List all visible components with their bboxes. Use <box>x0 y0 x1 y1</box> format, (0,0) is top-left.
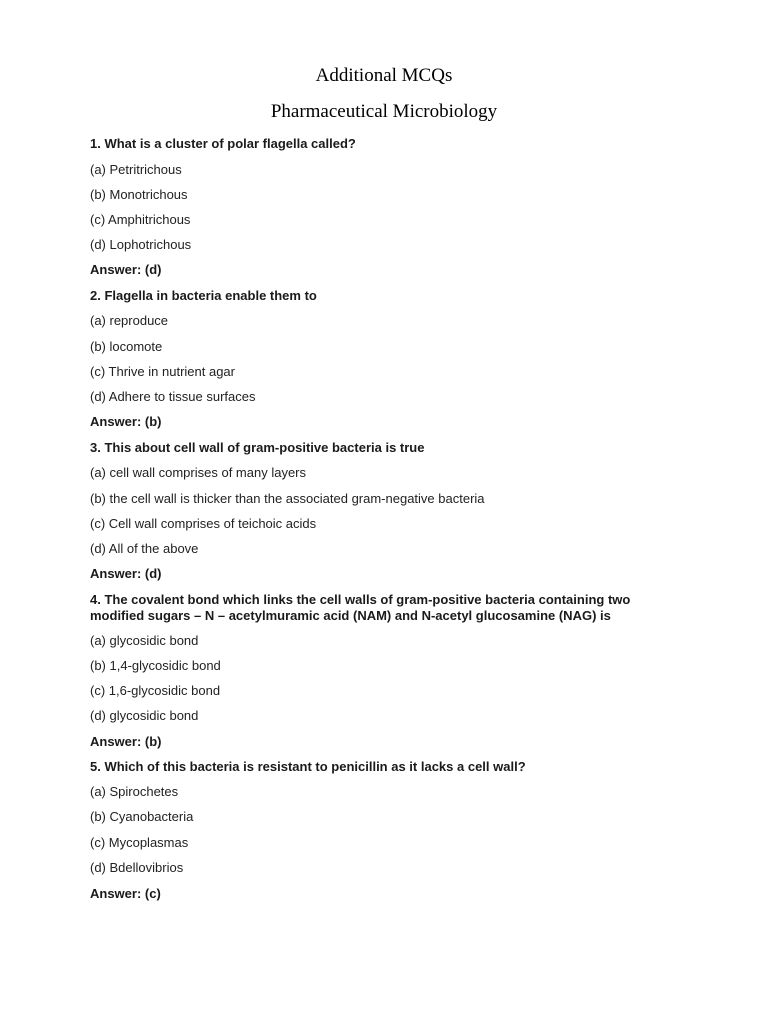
q4-option-c: (c) 1,6-glycosidic bond <box>90 683 221 698</box>
q4-option-b: (b) 1,4-glycosidic bond <box>90 658 221 673</box>
q4-answer: Answer: (b) <box>90 734 162 749</box>
q1-option-d: (d) Lophotrichous <box>90 237 192 252</box>
q2-option-c: (c) Thrive in nutrient agar <box>90 364 235 379</box>
q5-option-a: (a) Spirochetes <box>90 784 179 799</box>
q2-option-d: (d) Adhere to tissue surfaces <box>90 389 256 404</box>
q5-answer: Answer: (c) <box>90 886 161 901</box>
question-1: 1. What is a cluster of polar flagella called? <box>90 136 356 151</box>
q3-option-c: (c) Cell wall comprises of teichoic acids <box>90 516 317 531</box>
q3-option-a: (a) cell wall comprises of many layers <box>90 465 307 480</box>
question-2: 2. Flagella in bacteria enable them to <box>90 288 317 303</box>
q3-option-d: (d) All of the above <box>90 541 199 556</box>
q4-option-d: (d) glycosidic bond <box>90 708 199 723</box>
q5-option-b: (b) Cyanobacteria <box>90 809 194 824</box>
q5-option-c: (c) Mycoplasmas <box>90 835 189 850</box>
q1-option-c: (c) Amphitrichous <box>90 212 191 227</box>
q5-option-d: (d) Bdellovibrios <box>90 860 184 875</box>
q1-option-b: (b) Monotrichous <box>90 187 188 202</box>
question-4-line-1: 4. The covalent bond which links the cell walls of gram-positive bacteria containing two <box>90 592 631 607</box>
q1-option-a: (a) Petritrichous <box>90 162 182 177</box>
q4-option-a: (a) glycosidic bond <box>90 633 199 648</box>
q3-answer: Answer: (d) <box>90 566 162 581</box>
question-3: 3. This about cell wall of gram-positive bacteria is true <box>90 440 425 455</box>
q2-option-b: (b) locomote <box>90 339 163 354</box>
question-5: 5. Which of this bacteria is resistant to penicillin as it lacks a cell wall? <box>90 759 526 774</box>
question-4-line-2: modified sugars – N – acetylmuramic acid (NAM) and N-acetyl glucosamine (NAG) is <box>90 608 611 623</box>
q2-answer: Answer: (b) <box>90 414 162 429</box>
document-title: Additional MCQs <box>315 65 453 86</box>
document-subtitle: Pharmaceutical Microbiology <box>270 101 498 122</box>
q2-option-a: (a) reproduce <box>90 313 169 328</box>
q3-option-b: (b) the cell wall is thicker than the associated gram-negative bacteria <box>90 491 485 506</box>
q1-answer: Answer: (d) <box>90 262 162 277</box>
